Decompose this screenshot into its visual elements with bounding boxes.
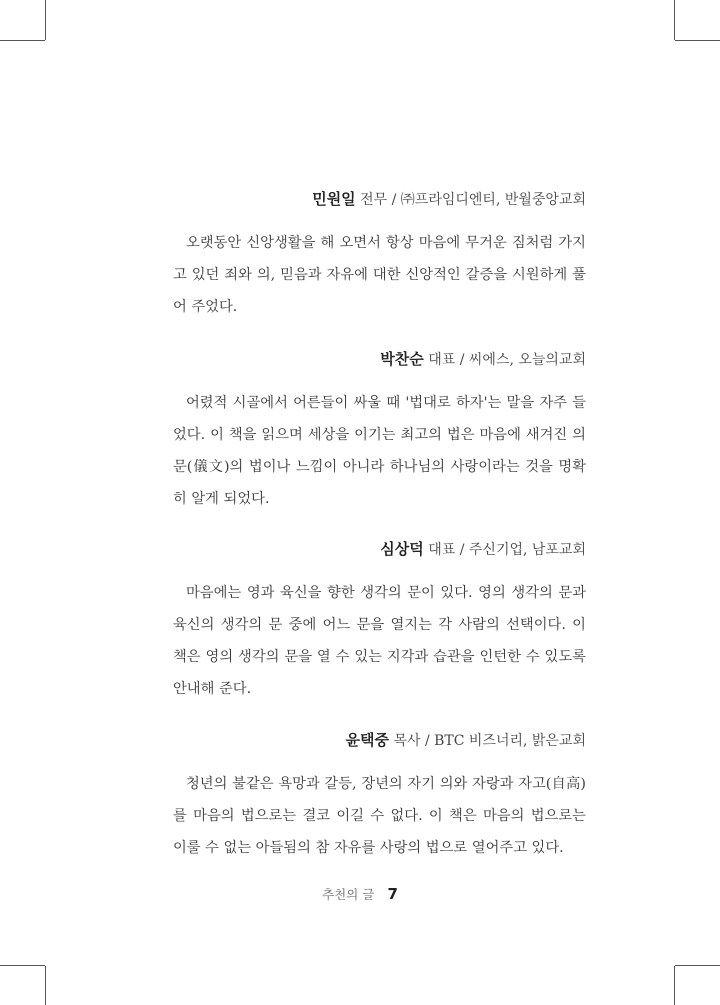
endorser-attribution [173, 538, 586, 559]
crop-mark-top-left [45, 0, 46, 40]
crop-mark-bottom-left [0, 965, 45, 966]
crop-mark-top-right [674, 0, 675, 40]
endorsement [173, 188, 586, 323]
endorser-attribution [173, 188, 586, 209]
endorser-attribution [173, 348, 586, 369]
endorser-name: 윤택중 [345, 731, 389, 749]
endorsement-text: 오랫동안 신앙생활을 해 오면서 항상 마음에 무거운 짐처럼 가지고 있던 죄와 의, 믿음과 자유에 대한 신앙적인 갈증을 시원하게 풀어 주었다. [173, 235, 586, 315]
endorser-name: 심상덕 [380, 540, 424, 558]
endorsement [173, 729, 586, 864]
endorsement-text: 어렸적 시골에서 어른들이 싸울 때 '법대로 하자'는 말을 자주 들었다. 이 책을 읽으며 세상을 이기는 최고의 법은 마음에 새겨진 의문(儀文)의 법이나 느낌이 아니라 하나님의 사랑이라는 것을 명확히 알게 되었다. [173, 395, 586, 507]
footer-section-label: 추천의 글 [322, 887, 375, 902]
endorser-role: 대표 / 씨에스, 오늘의교회 [428, 352, 586, 368]
endorsement [173, 538, 586, 705]
crop-mark-bottom-right [674, 966, 675, 1005]
crop-mark-bottom-right [675, 965, 720, 966]
crop-mark-top-left [0, 40, 45, 41]
endorser-attribution [173, 729, 586, 750]
endorser-role: 대표 / 주신기업, 남포교회 [428, 542, 586, 558]
crop-mark-top-right [675, 40, 720, 41]
endorser-role: 목사 / BTC 비즈너리, 밝은교회 [393, 733, 586, 749]
crop-mark-bottom-left [45, 966, 46, 1005]
endorsement-text: 마음에는 영과 육신을 향한 생각의 문이 있다. 영의 생각의 문과 육신의 생각의 문 중에 어느 문을 열지는 각 사람의 선택이다. 이 책은 영의 생각의 문을 열 수 있는 지각과 습관을 인턴한 수 있도록 안내해 준다. [173, 585, 586, 697]
endorser-name: 민원일 [312, 190, 356, 208]
endorser-role: 전무 / ㈜프라임디엔티, 반월중앙교회 [360, 192, 586, 208]
endorsement-text: 청년의 불같은 욕망과 갈등, 장년의 자기 의와 자랑과 자고(自高)를 마음의 법으로는 결코 이길 수 없다. 이 책은 마음의 법으로는 이룰 수 없는 아들됨의 참 자유를 사랑의 법으로 열어주고 있다. [173, 776, 586, 856]
page-footer [0, 884, 720, 903]
endorsement [173, 348, 586, 515]
endorser-name: 박찬순 [380, 350, 424, 368]
page-number: 7 [387, 885, 398, 903]
